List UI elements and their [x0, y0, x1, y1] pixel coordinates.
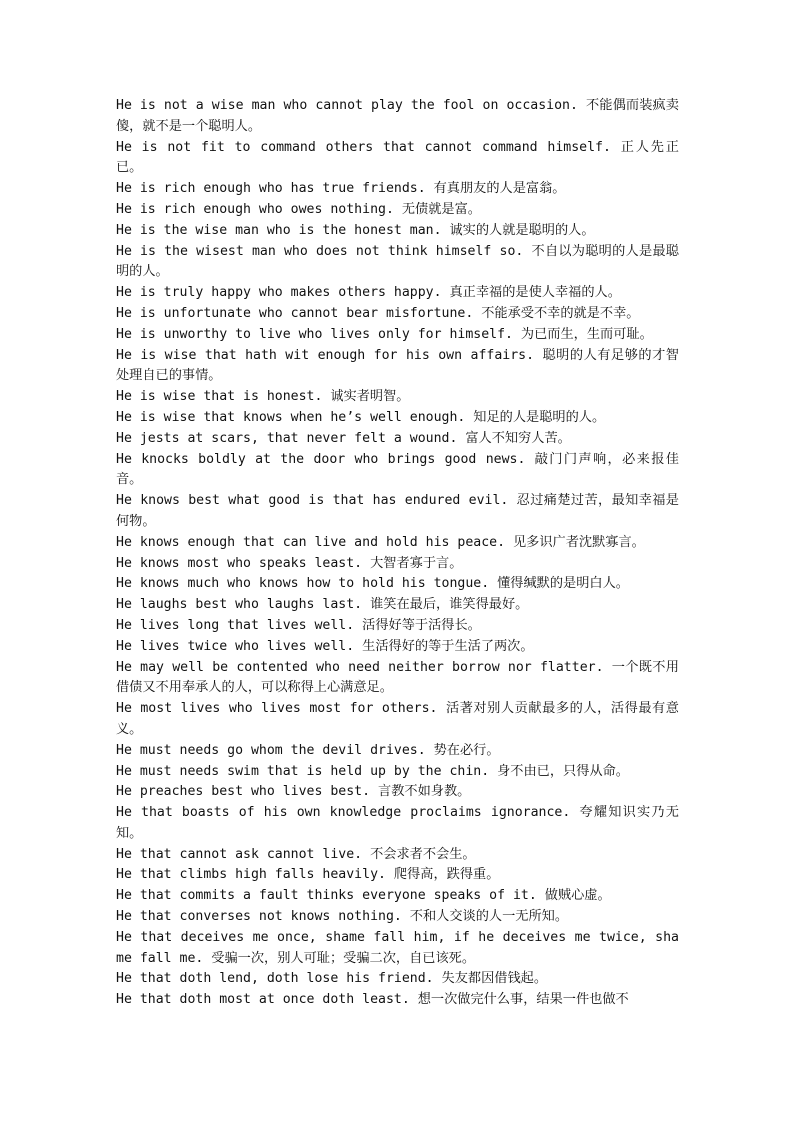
proverb-line: He that doth lend, doth lose his friend. 失友都因借钱起。: [116, 971, 548, 987]
proverb-line: He is unfortunate who cannot bear misfortune. 不能承受不幸的就是不幸。: [116, 305, 640, 321]
proverb-line: He that deceives me once, shame fall him, if he deceives me twice, shame fall me. 受骗一次，别人可耻；受骗二次，自已该死。: [116, 929, 679, 966]
proverb-line: He must needs swim that is held up by the chin. 身不由已，只得从命。: [116, 763, 629, 779]
proverb-line: He knows enough that can live and hold his peace. 见多识广者沈默寡言。: [116, 534, 645, 550]
proverb-line: He is the wisest man who does not think himself so. 不自以为聪明的人是最聪明的人。: [116, 243, 679, 280]
proverb-line: He jests at scars, that never felt a wound. 富人不知穷人苦。: [116, 430, 571, 446]
proverb-line: He is wise that knows when he’s well enough. 知足的人是聪明的人。: [116, 409, 606, 425]
proverb-line: He is not fit to command others that cannot command himself. 正人先正已。: [116, 139, 679, 176]
proverb-line: He is truly happy who makes others happy. 真正幸福的是使人幸福的人。: [116, 285, 621, 301]
proverb-line: He lives twice who lives well. 生活得好的等于生活了两次。: [116, 638, 534, 654]
proverb-line: He is rich enough who owes nothing. 无债就是富。: [116, 201, 481, 217]
proverb-line: He is unworthy to live who lives only for himself. 为已而生，生而可耻。: [116, 326, 653, 342]
proverb-line: He that boasts of his own knowledge proclaims ignorance. 夸耀知识实乃无知。: [116, 805, 679, 841]
proverb-line: He must needs go whom the devil drives. 势在必行。: [116, 742, 500, 758]
proverb-line: He that converses not knows nothing. 不和人交谈的人一无所知。: [116, 909, 569, 925]
proverb-line: He that cannot ask cannot live. 不会求者不会生。: [116, 846, 476, 862]
proverb-line: He may well be contented who need neither borrow nor flatter. 一个既不用借债又不用奉承人的人，可以称得上心满意足。: [116, 659, 679, 696]
proverb-line: He is wise that is honest. 诚实者明智。: [116, 389, 410, 405]
proverb-line: He knows best what good is that has endured evil. 忍过痛楚过苦，最知幸福是何物。: [116, 493, 679, 529]
proverb-line: He lives long that lives well. 活得好等于活得长。: [116, 617, 481, 633]
proverb-line: He knocks boldly at the door who brings good news. 敲门门声响，必来报佳音。: [116, 451, 679, 488]
proverb-line: He laughs best who laughs last. 谁笑在最后，谁笑得最好。: [116, 597, 529, 613]
proverb-line: He that commits a fault thinks everyone speaks of it. 做贼心虚。: [116, 888, 611, 904]
proverb-line: He is the wise man who is the honest man. 诚实的人就是聪明的人。: [116, 222, 595, 238]
proverb-line: He preaches best who lives best. 言教不如身教。: [116, 784, 471, 800]
proverb-line: He that climbs high falls heavily. 爬得高，跌得重。: [116, 867, 500, 883]
proverb-line: He most lives who lives most for others. 活著对别人贡献最多的人，活得最有意义。: [116, 701, 679, 737]
proverb-line: He is wise that hath wit enough for his own affairs. 聪明的人有足够的才智处理自已的事情。: [116, 347, 679, 384]
proverb-line: He that doth most at once doth least. 想一次做完什么事，结果一件也做不: [116, 992, 629, 1008]
proverb-list: [116, 96, 679, 1011]
proverb-line: He knows much who knows how to hold his tongue. 懂得缄默的是明白人。: [116, 576, 629, 592]
proverb-line: He is not a wise man who cannot play the fool on occasion. 不能偶而装疯卖傻，就不是一个聪明人。: [116, 98, 679, 134]
proverb-line: He knows most who speaks least. 大智者寡于言。: [116, 555, 463, 571]
proverb-line: He is rich enough who has true friends. 有真朋友的人是富翁。: [116, 181, 566, 197]
